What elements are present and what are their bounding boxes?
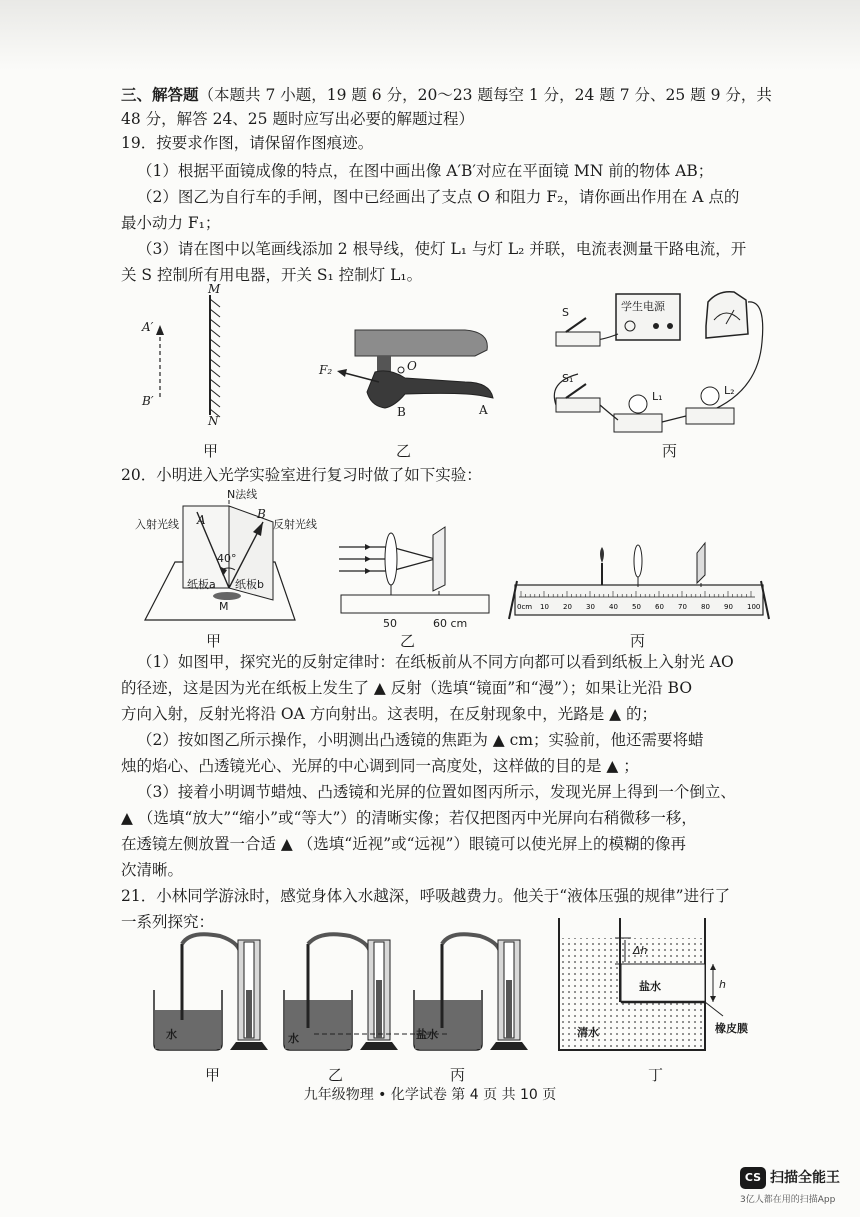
lamp-l2 bbox=[701, 387, 719, 405]
image-arrow-head bbox=[156, 325, 164, 335]
label-incident: 入射光线 bbox=[135, 518, 179, 531]
brake-lever bbox=[367, 371, 493, 408]
label-rubber: 橡皮膜 bbox=[715, 1022, 748, 1035]
q19-part2a: （2）图乙为自行车的手闸，图中已经画出了支点 O 和阻力 F₂，请你画出作用在 A 点的 bbox=[137, 188, 740, 206]
label-salt: 盐水 bbox=[639, 980, 661, 993]
label-b-prime: B′ bbox=[142, 394, 154, 408]
label-a: A bbox=[479, 403, 488, 417]
label-l1: L₁ bbox=[652, 390, 663, 403]
salt-tube bbox=[621, 964, 705, 1002]
label-60: 60 cm bbox=[433, 617, 468, 630]
q19-caption-yi: 乙 bbox=[396, 442, 412, 460]
q20-part2a: （2）按如图乙所示操作，小明测出凸透镜的焦距为 ▲ cm；实验前，他还需要将蜡 bbox=[137, 731, 704, 749]
q20-part3a: （3）接着小明调节蜡烛、凸透镜和光屏的位置如图丙所示，发现光屏上得到一个倒立、 bbox=[137, 783, 736, 801]
q19-part3a: （3）请在图中以笔画线添加 2 根导线，使灯 L₁ 与灯 L₂ 并联，电流表测量干路电流，开 bbox=[137, 240, 747, 258]
ammeter bbox=[706, 292, 748, 338]
q21-caption-bing: 丙 bbox=[450, 1066, 466, 1084]
q19-part3b: 关 S 控制所有用电器，开关 S₁ 控制灯 L₁。 bbox=[121, 266, 423, 284]
bench-tick-label: 60 bbox=[655, 603, 664, 611]
label-water-2: 水 bbox=[288, 1032, 299, 1045]
ruler bbox=[341, 595, 489, 613]
label-m: M bbox=[219, 600, 229, 613]
label-s1: S₁ bbox=[562, 372, 574, 385]
label-salt-water: 盐水 bbox=[416, 1028, 438, 1041]
q20-caption-bing: 丙 bbox=[630, 632, 646, 650]
q20-fig-lens bbox=[335, 515, 495, 630]
label-fresh: 清水 bbox=[577, 1026, 599, 1039]
q20-part3d: 次清晰。 bbox=[121, 861, 184, 879]
bench-tick-label: 20 bbox=[563, 603, 572, 611]
label-reflected: 反射光线 bbox=[273, 518, 317, 531]
q20-part3b: ▲ （选填“放大”“缩小”或“等大”）的清晰实像；若仅把图丙中光屏向右稍微移一移， bbox=[121, 809, 697, 827]
mirror-m bbox=[213, 592, 241, 600]
bench-tick-label: 70 bbox=[678, 603, 687, 611]
bench-tick-label: 10 bbox=[540, 603, 549, 611]
q20-fig-bench bbox=[505, 525, 775, 625]
bench-tick-label: 0cm bbox=[517, 603, 533, 611]
q21-fig-gauges bbox=[150, 930, 550, 1060]
q21-line1: 21．小林同学游泳时，感觉身体入水越深，呼吸越费力。他关于“液体压强的规律”进行了 bbox=[121, 887, 731, 905]
switch-s bbox=[556, 332, 600, 346]
label-water-1: 水 bbox=[166, 1028, 177, 1041]
q19-fig-circuit bbox=[548, 282, 778, 447]
pivot-o bbox=[398, 367, 404, 373]
label-delta-h: Δh bbox=[633, 944, 648, 957]
q19-part1: （1）根据平面镜成像的特点，在图中画出像 A′B′对应在平面镜 MN 前的物体 AB； bbox=[137, 162, 714, 180]
bench-tick-label: 90 bbox=[724, 603, 733, 611]
q21-fig-ding bbox=[555, 912, 765, 1062]
q20-part1c: 方向入射，反射光将沿 OA 方向射出。这表明，在反射现象中，光路是 ▲ 的； bbox=[121, 705, 658, 723]
q20-fig-reflection bbox=[135, 488, 317, 632]
watermark-name: 扫描全能王 bbox=[770, 1169, 840, 1186]
label-s: S bbox=[562, 306, 569, 319]
q19-fig-brake bbox=[315, 320, 505, 420]
gauge-jia bbox=[154, 934, 268, 1050]
candle bbox=[600, 547, 604, 563]
scanner-watermark bbox=[740, 1166, 840, 1205]
switch-s1 bbox=[556, 398, 600, 412]
q21-caption-ding: 丁 bbox=[648, 1066, 664, 1084]
gauge-bing bbox=[414, 934, 528, 1050]
scan-shadow bbox=[0, 0, 860, 70]
watermark-tagline: 3亿人都在用的扫描App bbox=[740, 1195, 836, 1205]
label-o: O bbox=[407, 359, 417, 373]
bench-lens bbox=[634, 545, 642, 577]
q21-line2: 一系列探究： bbox=[121, 913, 215, 931]
page-footer: 九年级物理 • 化学试卷 第 4 页 共 10 页 bbox=[303, 1087, 557, 1103]
q19-caption-jia: 甲 bbox=[203, 442, 219, 460]
q20-caption-yi: 乙 bbox=[400, 632, 416, 650]
label-50: 50 bbox=[383, 617, 397, 630]
lamp-l1-base bbox=[614, 414, 662, 432]
section-header bbox=[121, 84, 772, 106]
label-b: B bbox=[397, 405, 406, 419]
label-a-prime: A′ bbox=[142, 320, 154, 334]
q21-caption-yi: 乙 bbox=[328, 1066, 344, 1084]
q20-part1b: 的径迹，这是因为光在纸板上发生了 ▲ 反射（选填“镜面”和“漫”）；如果让光沿 BO bbox=[121, 679, 693, 697]
label-angle: 40° bbox=[217, 552, 237, 565]
q19-fig-mirror bbox=[130, 282, 250, 428]
label-h: h bbox=[719, 978, 726, 991]
q19-caption-bing: 丙 bbox=[662, 442, 678, 460]
bench-tick-label: 40 bbox=[609, 603, 618, 611]
q21-caption-jia: 甲 bbox=[205, 1066, 221, 1084]
q20-part1a: （1）如图甲，探究光的反射定律时：在纸板前从不同方向都可以看到纸板上入射光 AO bbox=[137, 653, 734, 671]
board-a bbox=[183, 506, 229, 588]
label-b: B bbox=[257, 507, 266, 521]
brake-clamp bbox=[377, 356, 391, 372]
bench-tick-label: 50 bbox=[632, 603, 641, 611]
section-desc-line1: （本题共 7 小题，19 题 6 分，20～23 题每空 1 分，24 题 7 分、25 题 9 分，共 bbox=[198, 86, 772, 104]
label-power: 学生电源 bbox=[621, 300, 665, 313]
lamp-l1 bbox=[629, 395, 647, 413]
f2-arrow-head bbox=[337, 369, 347, 377]
lamp-l2-base bbox=[686, 408, 734, 424]
bench-screen bbox=[697, 543, 705, 583]
handlebar bbox=[355, 330, 487, 356]
convex-lens bbox=[385, 533, 397, 585]
section-desc-line2: 48 分，解答 24、25 题时应写出必要的解题过程） bbox=[121, 110, 474, 128]
label-n: N bbox=[208, 414, 219, 428]
label-normal: N法线 bbox=[227, 488, 258, 501]
bench-tick-label: 80 bbox=[701, 603, 710, 611]
label-l2: L₂ bbox=[724, 384, 735, 397]
gauge-yi bbox=[284, 934, 398, 1050]
q19-stem: 19．按要求作图，请保留作图痕迹。 bbox=[121, 134, 374, 152]
cs-logo-icon: CS bbox=[740, 1167, 766, 1189]
bench-tick-label: 100 bbox=[747, 603, 761, 611]
q20-part2b: 烛的焰心、凸透镜光心、光屏的中心调到同一高度处，这样做的目的是 ▲ ； bbox=[121, 757, 639, 775]
label-f2: F₂ bbox=[319, 363, 333, 377]
q20-stem: 20．小明进入光学实验室进行复习时做了如下实验： bbox=[121, 466, 482, 484]
screen bbox=[433, 527, 445, 591]
label-m: M bbox=[208, 282, 221, 296]
q20-caption-jia: 甲 bbox=[206, 632, 222, 650]
q20-part3c: 在透镜左侧放置一合适 ▲ （选填“近视”或“远视”）眼镜可以使光屏上的模糊的像再 bbox=[121, 835, 686, 853]
label-board-b: 纸板b bbox=[235, 578, 264, 591]
q19-part2b: 最小动力 F₁； bbox=[121, 214, 221, 232]
label-board-a: 纸板a bbox=[187, 578, 216, 591]
bench-tick-label: 30 bbox=[586, 603, 595, 611]
label-a: A bbox=[197, 513, 206, 527]
section-title: 三、解答题 bbox=[121, 86, 199, 104]
